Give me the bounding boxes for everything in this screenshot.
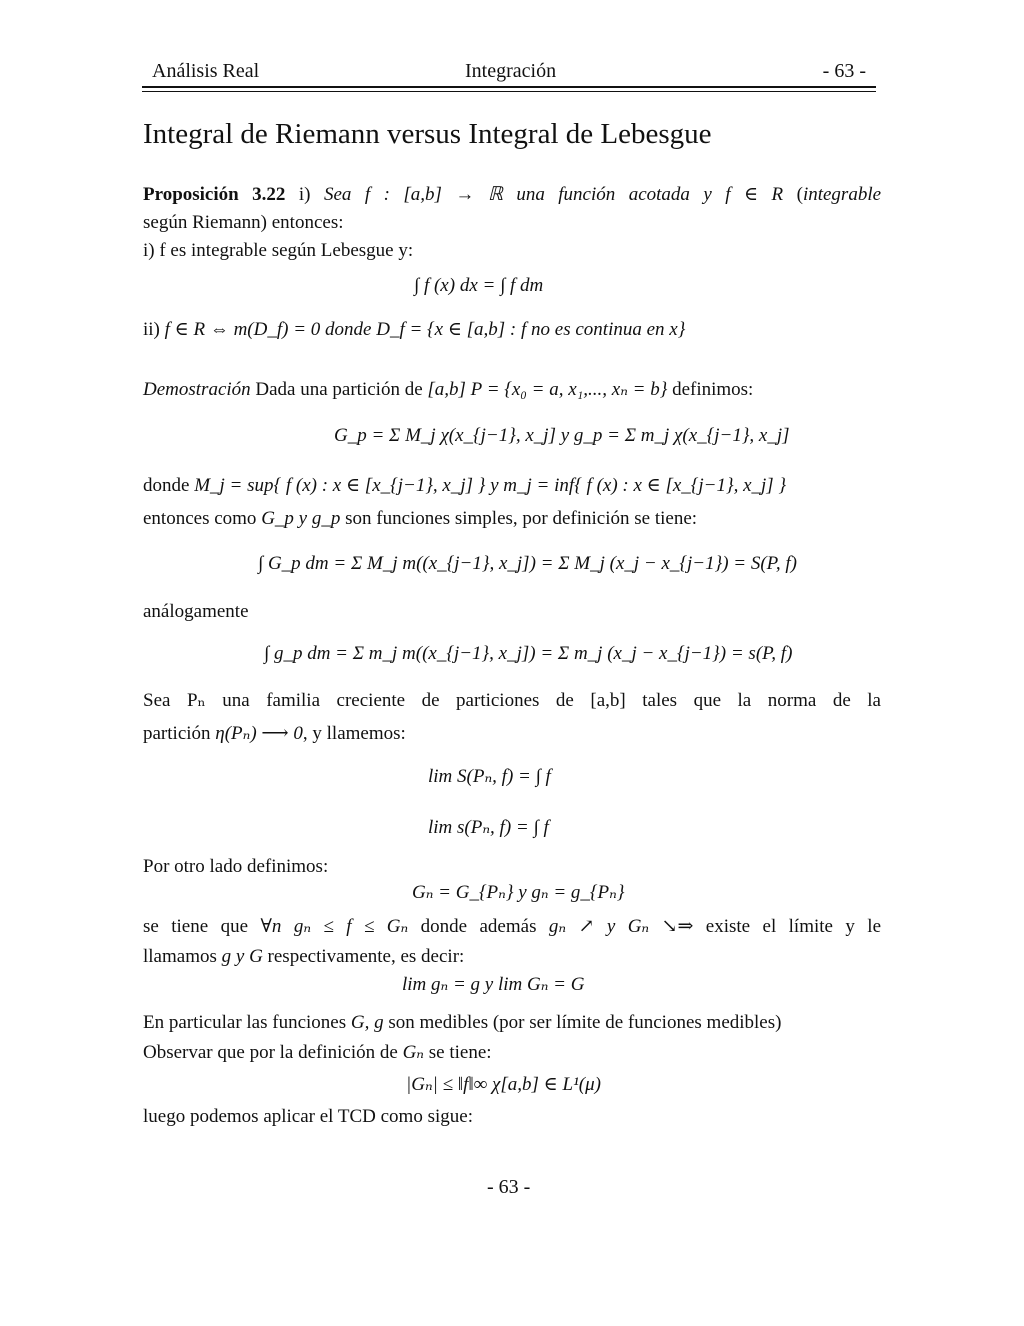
equation-lower-sum: ∫ g_p dm = Σ m_j m((x_{j−1}, x_j]) = Σ m_j (x_j − x_{j−1}) = s(P, f) xyxy=(264,643,793,664)
partition-definition: [a,b] P = {x₀ = a, x₁,..., xₙ = b} xyxy=(427,379,668,400)
entonces-line xyxy=(143,507,697,531)
analogamente: análogamente xyxy=(143,601,249,622)
section-title: Integral de Riemann versus Integral de Lebesgue xyxy=(143,118,712,150)
equation-riemann-lebesgue: ∫ f (x) dx = ∫ f dm xyxy=(414,275,544,296)
en-particular-a: En particular las funciones xyxy=(143,1012,347,1033)
proposition-intro: i) xyxy=(298,184,311,205)
header-rule-thick xyxy=(142,86,876,88)
footer-page-number: - 63 - xyxy=(487,1176,531,1198)
equation-bound: |Gₙ| ≤ ‖f‖∞ χ[a,b] ∈ L¹(μ) xyxy=(406,1074,601,1095)
proposition-item-ii xyxy=(143,318,685,342)
proposition-label: Proposición 3.22 xyxy=(143,184,286,205)
observar-a: Observar que por la definición de xyxy=(143,1042,398,1063)
observar-c: se tiene: xyxy=(428,1042,492,1063)
header-rule-thin xyxy=(142,91,876,92)
se-tiene-b: ∀n gₙ ≤ f ≤ Gₙ xyxy=(260,916,409,937)
llamamos-c: respectivamente, es decir: xyxy=(267,946,465,967)
llamamos-b: g y G xyxy=(221,946,263,967)
se-tiene-c: donde además xyxy=(420,916,537,937)
particion-a: partición xyxy=(143,723,211,744)
limit-lower-integral: lim s(Pₙ, f) = ∫ f xyxy=(428,817,549,838)
proof-line-1 xyxy=(143,378,753,402)
equation-upper-sum: ∫ G_p dm = Σ M_j m((x_{j−1}, x_j]) = Σ M_j (x_j − x_{j−1}) = S(P, f) xyxy=(258,553,797,574)
entonces-c: son funciones simples, por definición se tiene: xyxy=(345,508,698,529)
header-page-number: - 63 - xyxy=(822,60,866,82)
item-ii-prefix: ii) xyxy=(143,319,160,340)
llamamos-line xyxy=(143,945,464,969)
particion-norm: η(Pₙ) ⟶ 0 xyxy=(215,723,303,744)
en-particular-line xyxy=(143,1011,781,1035)
se-tiene-line xyxy=(143,915,881,939)
item-ii-statement: f ∈ R ⇔ m(D_f) = 0 donde D_f = {x ∈ [a,b] : f no es continua en x} xyxy=(164,319,686,340)
proposition-statement-tail: (integrable xyxy=(796,184,882,205)
entonces-a: entonces como xyxy=(143,508,257,529)
en-particular-c: son medibles (por ser límite de funciones medibles) xyxy=(388,1012,782,1033)
en-particular-b: G, g xyxy=(350,1012,384,1033)
observar-line xyxy=(143,1041,492,1065)
running-header xyxy=(142,56,876,88)
sup-inf-definition xyxy=(143,474,786,498)
donde-word: donde xyxy=(143,475,190,496)
proposition-line-1 xyxy=(143,183,881,207)
particion-c: , y llamemos: xyxy=(302,723,406,744)
proposition-item-i: i) f es integrable según Lebesgue y: xyxy=(143,240,414,261)
proposition-line-2: según Riemann) entonces: xyxy=(143,212,344,233)
sup-inf-formula: M_j = sup{ f (x) : x ∈ [x_{j−1}, x_j] } y m_j = inf{ f (x) : x ∈ [x_{j−1}, x_j] } xyxy=(194,475,787,496)
particion-line xyxy=(143,722,406,746)
se-tiene-d: gₙ ↗ y Gₙ ↘⇒ xyxy=(548,916,694,937)
se-tiene-e: existe el límite y le xyxy=(705,916,882,937)
llamamos-a: llamamos xyxy=(143,946,217,967)
proof-label: Demostración xyxy=(143,379,251,400)
por-otro-lado: Por otro lado definimos: xyxy=(143,856,329,877)
proof-line1-a: Dada una partición de xyxy=(255,379,423,400)
proposition-statement: Sea f : [a,b] → ℝ una función acotada y f ∈ R xyxy=(323,184,784,205)
header-book-title: Análisis Real xyxy=(152,60,260,82)
observar-b: Gₙ xyxy=(402,1042,424,1063)
se-tiene-a: se tiene que xyxy=(143,916,249,937)
entonces-b: G_p y g_p xyxy=(261,508,341,529)
equation-simple-functions: G_p = Σ M_j χ(x_{j−1}, x_j] y g_p = Σ m_j χ(x_{j−1}, x_j] xyxy=(334,425,790,446)
header-chapter: Integración xyxy=(465,60,557,82)
luego-line: luego podemos aplicar el TCD como sigue: xyxy=(143,1106,473,1127)
limit-upper-integral: lim S(Pₙ, f) = ∫ f xyxy=(428,766,551,787)
sea-line: Sea Pₙ una familia creciente de particiones de [a,b] tales que la norma de la xyxy=(143,690,881,711)
equation-Gn-gn: Gₙ = G_{Pₙ} y gₙ = g_{Pₙ} xyxy=(412,882,625,903)
proof-line1-c: definimos: xyxy=(672,379,754,400)
equation-limits: lim gₙ = g y lim Gₙ = G xyxy=(402,974,585,995)
